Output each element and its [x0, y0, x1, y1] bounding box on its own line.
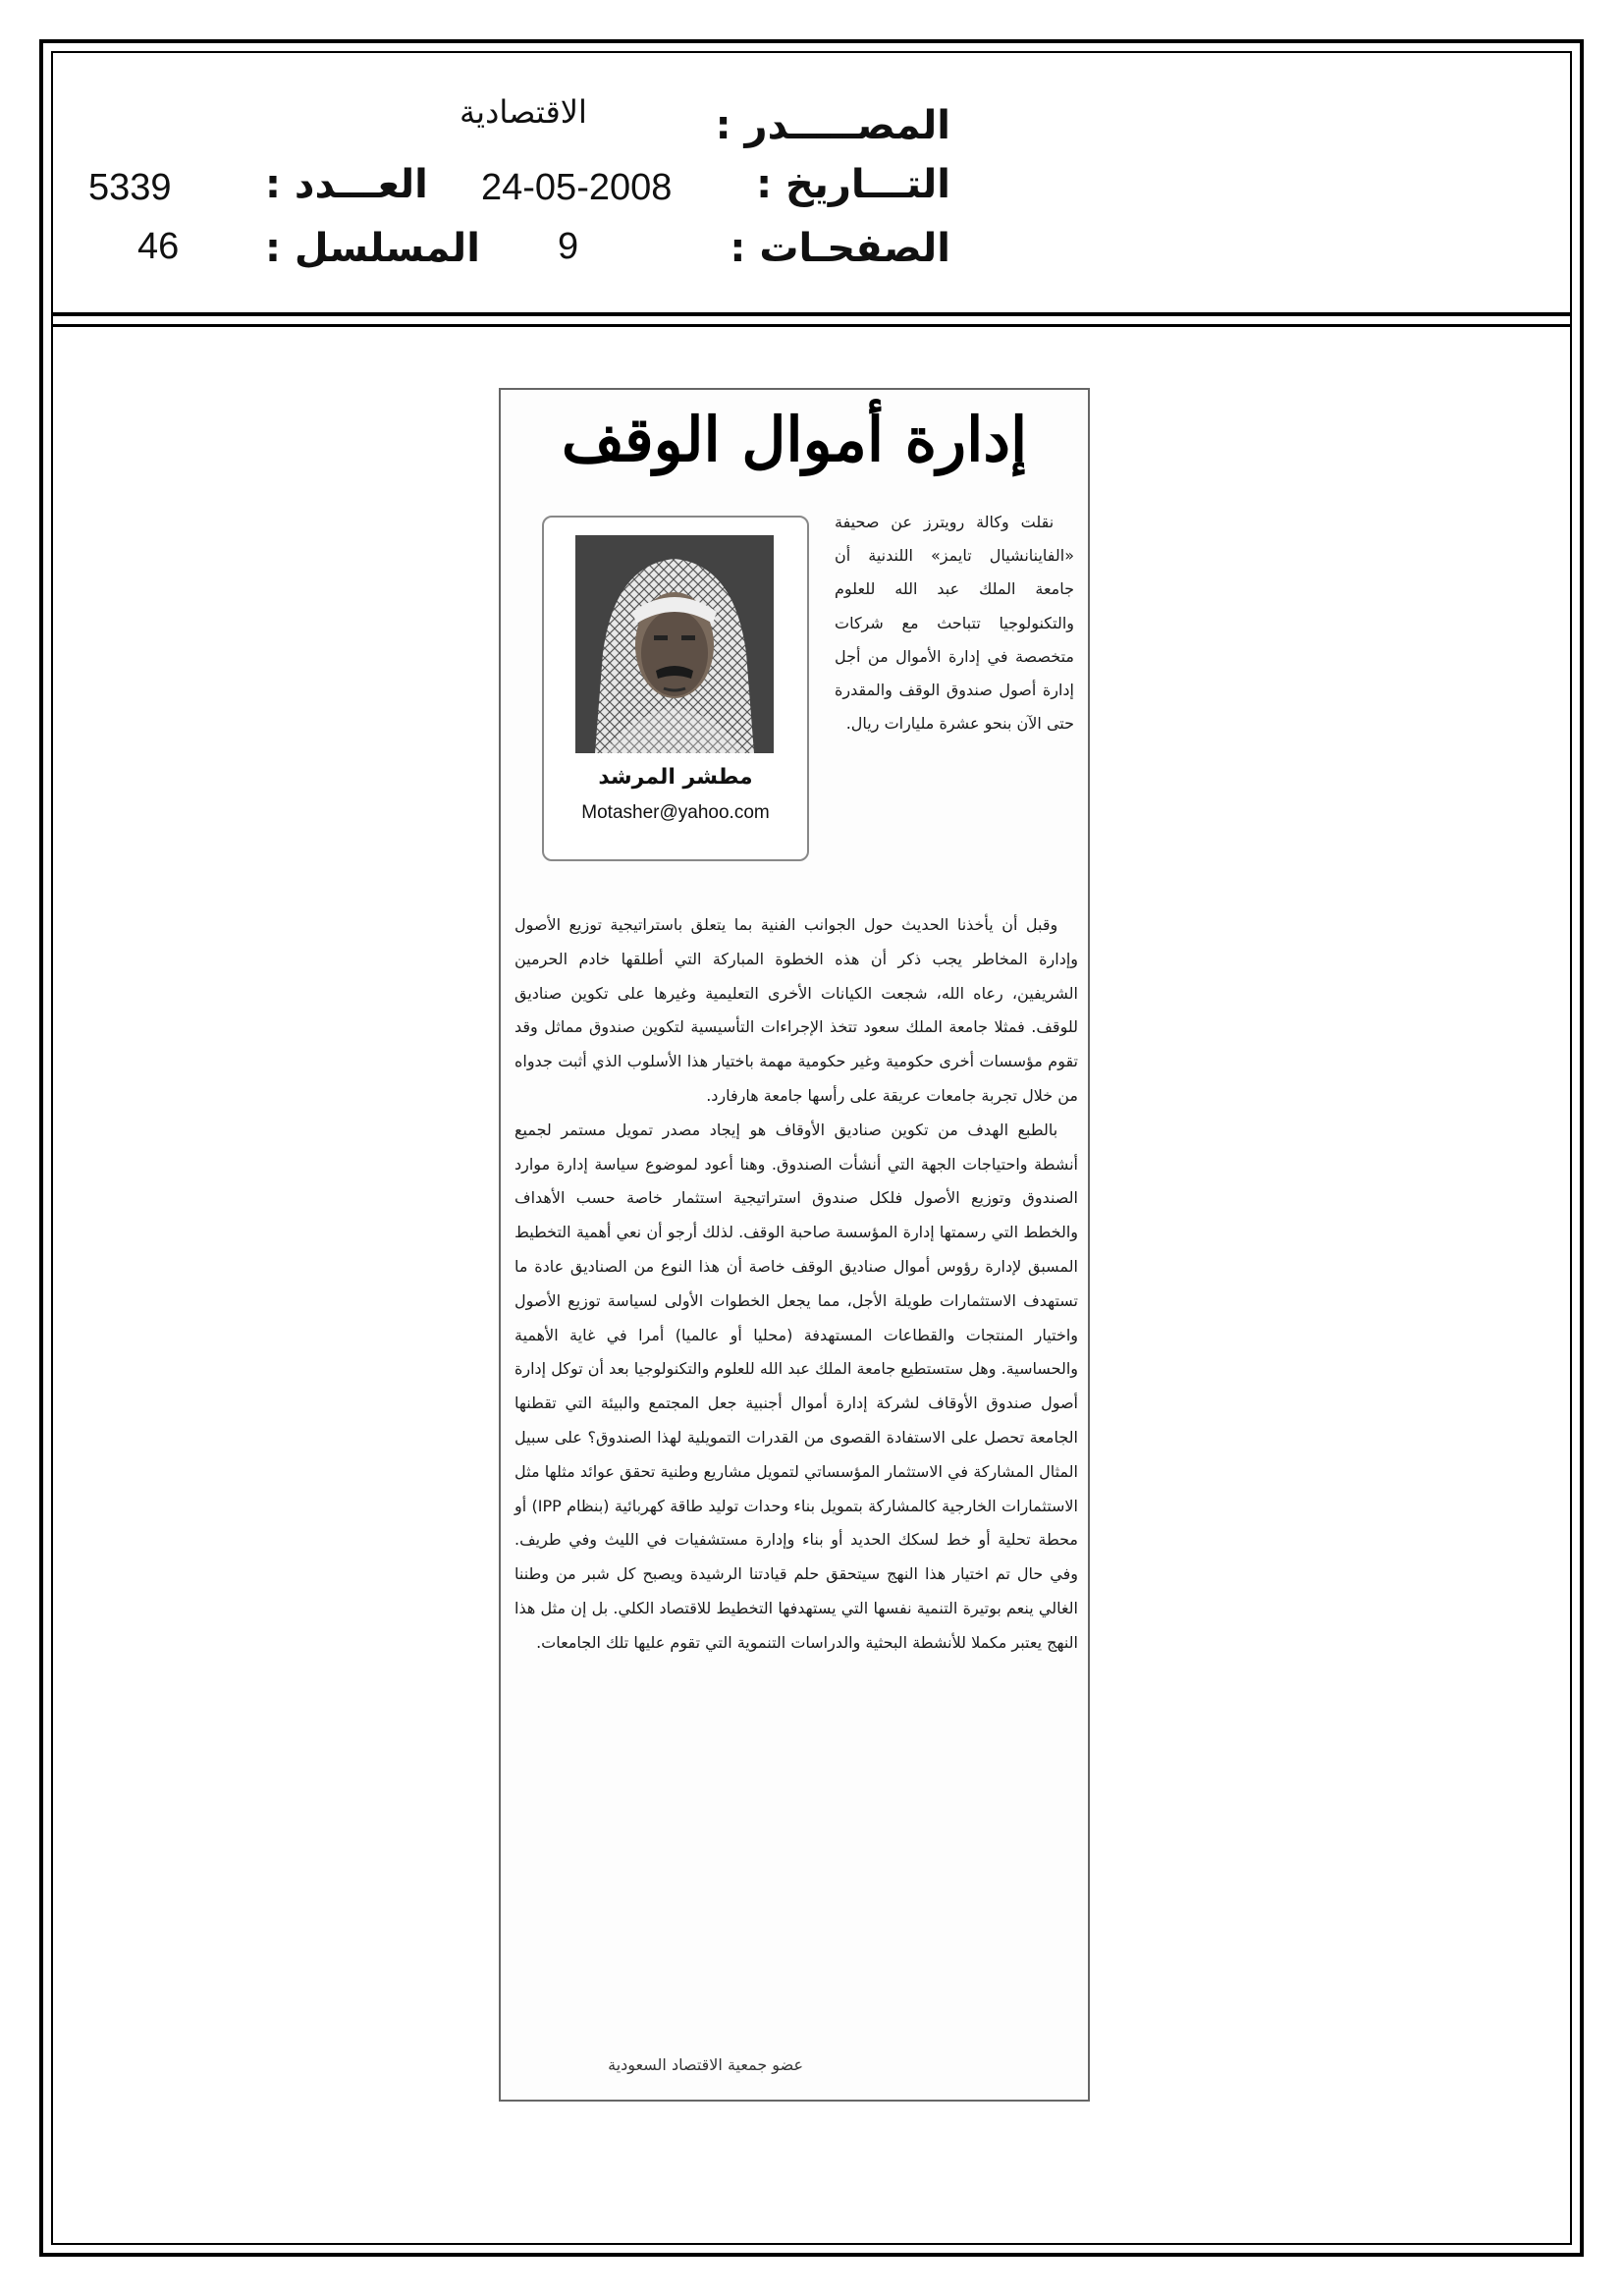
source-label: المصـــــدر :	[715, 103, 950, 148]
author-email: Motasher@yahoo.com	[581, 802, 770, 823]
lead-paragraph: نقلت وكالة رويترز عن صحيفة «الفاينانشيال تايمز» اللندنية أن جامعة الملك عبد الله للعلوم والتكنولوجيا تتباحث مع شركات متخصصة في إدارة الأموال من أجل إدارة أصول صندوق الوقف والمقدرة حتى الآن بنحو عشرة مليارات ريال.	[835, 513, 1074, 734]
article-title: إدارة أموال الوقف	[561, 404, 1028, 475]
header-divider	[51, 312, 1572, 316]
article-body	[514, 908, 1078, 1661]
issue-label: العـــدد :	[265, 162, 428, 207]
source-value: الاقتصادية	[460, 93, 587, 131]
author-signature: عضو جمعية الاقتصاد السعودية	[608, 2055, 803, 2074]
newspaper-clipping	[499, 388, 1090, 2102]
article-paragraph: وقبل أن يأخذنا الحديث حول الجوانب الفنية بما يتعلق باستراتيجية توزيع الأصول وإدارة المخاطر يجب ذكر أن هذه الخطوة المباركة التي أطلقها خادم الحرمين الشريفين، رعاه الله، شجعت الكيانات الأخرى التعليمية وغيرها على تكوين صناديق للوقف. فمثلا جامعة الملك سعود تتخذ الإجراءات التأسيسية لتكوين صندوق مماثل وقد تقوم مؤسسات أخرى حكومية وغير حكومية مهمة باختيار هذا الأسلوب الذي أثبت جدواه من خلال تجربة جامعات عريقة على رأسها جامعة هارفارد.	[514, 915, 1078, 1105]
author-box	[542, 516, 809, 861]
header-divider-inner	[51, 324, 1572, 327]
date-value: 24-05-2008	[481, 167, 673, 208]
serial-label: المسلسل :	[265, 226, 480, 271]
pages-value: 9	[558, 226, 579, 267]
issue-value: 5339	[88, 167, 172, 208]
author-photo	[575, 535, 774, 753]
lead-column	[835, 506, 1074, 740]
serial-value: 46	[137, 226, 180, 267]
article-paragraph: بالطبع الهدف من تكوين صناديق الأوقاف هو إيجاد مصدر تمويل مستمر لجميع أنشطة واحتياجات الجهة التي أنشأت الصندوق. وهنا أعود لموضوع سياسة إدارة موارد الصندوق وتوزيع الأصول فلكل صندوق استراتيجية استثمار خاصة حسب الأهداف والخطط التي رسمتها إدارة المؤسسة صاحبة الوقف. لذلك أرجو أن نعي أهمية التخطيط المسبق لإدارة رؤوس أموال صناديق الوقف خاصة أن هذا النوع من الصناديق عادة ما تستهدف الاستثمارات طويلة الأجل، مما يجعل الخطوات الأولى لسياسة توزيع الأصول واختيار المنتجات والقطاعات المستهدفة (محليا أو عالميا) أمرا في غاية الأهمية والحساسية. وهل ستستطيع جامعة الملك عبد الله للعلوم والتكنولوجيا بعد أن توكل إدارة أصول صندوق الأوقاف لشركة إدارة أموال أجنبية جعل المجتمع والبيئة التي تقطنها الجامعة تحصل على الاستفادة القصوى من القدرات التمويلية لهذا الصندوق؟ على سبيل المثال المشاركة في الاستثمار المؤسساتي لتمويل مشاريع وطنية تحقق عوائد مثلها مثل الاستثمارات الخارجية كالمشاركة بتمويل بناء وحدات توليد طاقة كهربائية (بنظام IPP) أو محطة تحلية أو خط لسكك الحديد أو بناء وإدارة مستشفيات في الليث وفي طريف. وفي حال تم اختيار هذا النهج سيتحقق حلم قيادتنا الرشيدة ويصبح كل شبر من وطننا الغالي ينعم بوتيرة التنمية نفسها التي يستهدفها التخطيط للاقتصاد الكلي. بل إن مثل هذا النهج يعتبر مكملا للأنشطة البحثية والدراسات التنموية التي تقوم عليها تلك الجامعات.	[514, 1120, 1079, 1652]
date-label: التـــاريخ :	[756, 162, 950, 207]
pages-label: الصفحـات :	[730, 226, 950, 271]
author-name: مطشر المرشد	[598, 765, 753, 790]
